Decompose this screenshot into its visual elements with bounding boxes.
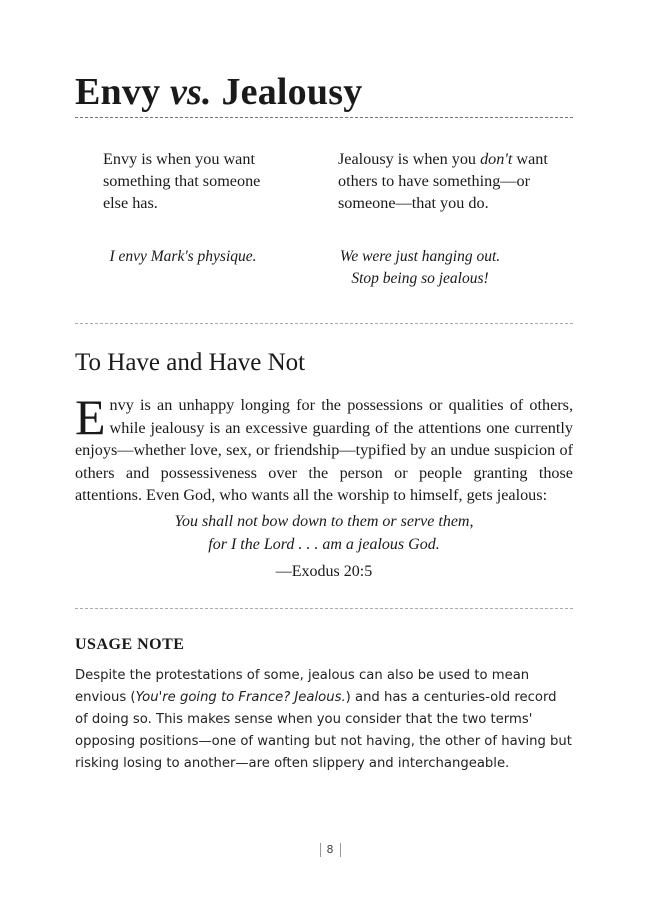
jealousy-def-text: want: [512, 150, 548, 168]
page-number-footer: [0, 843, 660, 857]
jealousy-example-line: We were just hanging out.: [339, 248, 501, 265]
jealousy-example-line: Stop being so jealous!: [351, 270, 489, 287]
page-number: 8: [326, 843, 334, 856]
usage-text: Despite the protestations of some, jealous can also be used to mean envious (: [75, 668, 530, 705]
drop-cap: E: [75, 389, 106, 445]
page-number-bar: [340, 843, 341, 857]
bible-quote-line: You shall not bow down to them or serve them,: [174, 513, 474, 530]
jealousy-def-text: Jealousy is when you: [338, 150, 481, 168]
usage-divider: [75, 608, 573, 609]
usage-text: ) and has a centuries-old record of doing so. This makes sense when you consider that the two terms' opposing positions—one of wanting but not having, the other of having but risking losing to another—are often slippery and interchangeable.: [75, 690, 572, 771]
envy-definition: [103, 148, 303, 214]
envy-def-line: Envy is when you want: [103, 150, 255, 168]
title-jealousy: Jealousy: [221, 71, 363, 113]
title-envy: Envy: [75, 71, 161, 113]
envy-def-line: else has.: [103, 194, 158, 212]
jealousy-def-line: someone—that you do.: [338, 194, 489, 212]
usage-note-body: [75, 665, 573, 775]
usage-example: You're going to France? Jealous.: [135, 690, 346, 705]
page-number-bar: [320, 843, 321, 857]
section-divider: [75, 323, 573, 324]
envy-def-line: something that someone: [103, 172, 261, 190]
paragraph-text: nvy is an unhappy longing for the possessions or qualities of others, while jealousy is an excessive guarding of the attentions one currently enjoys—whether love, sex, or friendship—typified by an undue suspicion of others and possessiveness over the person or people granting those attentions. Even God, who wants all the worship to himself, gets jealous:: [75, 396, 573, 504]
usage-note-heading: USAGE NOTE: [75, 636, 185, 653]
jealousy-def-line: [338, 148, 558, 170]
page-title: [75, 70, 362, 114]
envy-example: I envy Mark's physique.: [109, 248, 257, 265]
section-paragraph: [75, 389, 573, 507]
jealousy-example: [320, 246, 520, 290]
bible-quote-line: for I the Lord . . . am a jealous God.: [208, 536, 440, 553]
title-divider: [75, 117, 573, 118]
title-vs: vs.: [169, 71, 212, 113]
section-heading: To Have and Have Not: [75, 349, 306, 376]
jealousy-definition: [338, 148, 558, 214]
quote-citation: —Exodus 20:5: [275, 563, 373, 580]
jealousy-def-emphasis: don't: [480, 150, 513, 168]
jealousy-def-line: others to have something—or: [338, 172, 530, 190]
